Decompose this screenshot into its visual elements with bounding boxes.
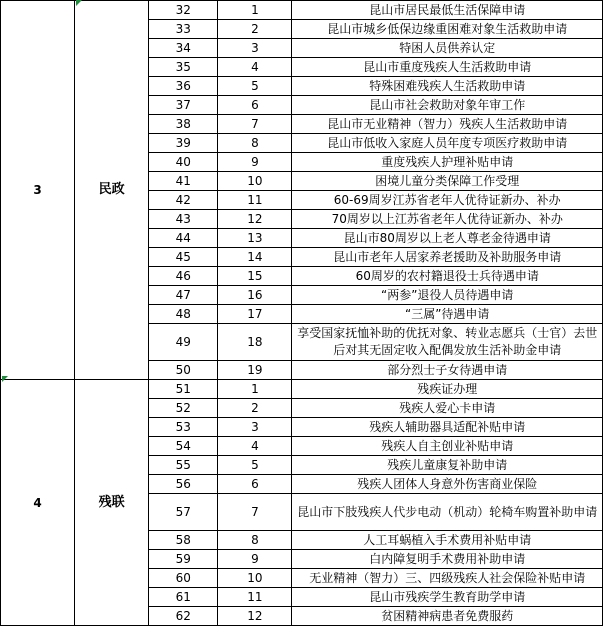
section-index-cell[interactable]: 12 [218,607,292,626]
section-index-cell[interactable]: 8 [218,531,292,550]
service-name-cell[interactable]: 昆山市居民最低生活保障申请 [292,1,603,20]
service-name-cell[interactable]: 昆山市80周岁以上老人尊老金待遇申请 [292,229,603,248]
service-name-cell[interactable]: 昆山市重度残疾人生活救助申请 [292,58,603,77]
service-name-cell[interactable]: 昆山市低收入家庭人员年度专项医疗救助申请 [292,134,603,153]
section-number-cell[interactable]: 4 [1,380,75,626]
service-name-cell[interactable]: “三属”待遇申请 [292,305,603,324]
service-name-cell[interactable]: 特殊困难残疾人生活救助申请 [292,77,603,96]
overall-index-cell[interactable]: 56 [149,475,218,494]
overall-index-cell[interactable]: 60 [149,569,218,588]
overall-index-cell[interactable]: 46 [149,267,218,286]
service-name-cell[interactable]: “两参”退役人员待遇申请 [292,286,603,305]
overall-index-cell[interactable]: 48 [149,305,218,324]
service-name-cell[interactable]: 昆山市城乡低保边缘重困难对象生活救助申请 [292,20,603,39]
service-name-cell[interactable]: 困境儿童分类保障工作受理 [292,172,603,191]
section-index-cell[interactable]: 16 [218,286,292,305]
overall-index-cell[interactable]: 38 [149,115,218,134]
overall-index-cell[interactable]: 32 [149,1,218,20]
overall-index-cell[interactable]: 35 [149,58,218,77]
service-name-cell[interactable]: 残疾人团体人身意外伤害商业保险 [292,475,603,494]
section-index-cell[interactable]: 10 [218,172,292,191]
overall-index-cell[interactable]: 40 [149,153,218,172]
service-name-cell[interactable]: 残疾人辅助器具适配补贴申请 [292,418,603,437]
overall-index-cell[interactable]: 54 [149,437,218,456]
section-index-cell[interactable]: 10 [218,569,292,588]
section-index-cell[interactable]: 7 [218,115,292,134]
section-index-cell[interactable]: 7 [218,494,292,531]
service-name-cell[interactable]: 残疾人爱心卡申请 [292,399,603,418]
section-index-cell[interactable]: 1 [218,1,292,20]
overall-index-cell[interactable]: 57 [149,494,218,531]
section-index-cell[interactable]: 17 [218,305,292,324]
table-body [1,1,603,626]
section-index-cell[interactable]: 8 [218,134,292,153]
section-index-cell[interactable]: 13 [218,229,292,248]
service-name-cell[interactable]: 特困人员供养认定 [292,39,603,58]
section-index-cell[interactable]: 5 [218,456,292,475]
service-name-cell[interactable]: 残疾证办理 [292,380,603,399]
service-name-cell[interactable]: 70周岁以上江苏省老年人优待证新办、补办 [292,210,603,229]
section-number-cell[interactable]: 3 [1,1,75,380]
section-index-cell[interactable]: 2 [218,20,292,39]
section-index-cell[interactable]: 9 [218,550,292,569]
service-name-cell[interactable]: 人工耳蜗植入手术费用补贴申请 [292,531,603,550]
overall-index-cell[interactable]: 50 [149,361,218,380]
service-name-cell[interactable]: 昆山市下肢残疾人代步电动（机动）轮椅车购置补助申请 [292,494,603,531]
section-index-cell[interactable]: 3 [218,39,292,58]
service-name-cell[interactable]: 重度残疾人护理补贴申请 [292,153,603,172]
section-index-cell[interactable]: 18 [218,324,292,361]
table-row [1,1,603,20]
section-index-cell[interactable]: 2 [218,399,292,418]
service-name-cell[interactable]: 享受国家抚恤补助的优抚对象、转业志愿兵（士官）去世后对其无固定收入配偶发放生活补助金申请 [292,324,603,361]
overall-index-cell[interactable]: 55 [149,456,218,475]
overall-index-cell[interactable]: 53 [149,418,218,437]
section-index-cell[interactable]: 6 [218,96,292,115]
section-index-cell[interactable]: 6 [218,475,292,494]
overall-index-cell[interactable]: 36 [149,77,218,96]
section-index-cell[interactable]: 4 [218,437,292,456]
section-index-cell[interactable]: 14 [218,248,292,267]
overall-index-cell[interactable]: 42 [149,191,218,210]
overall-index-cell[interactable]: 34 [149,39,218,58]
service-name-cell[interactable]: 昆山市残疾学生教育助学申请 [292,588,603,607]
overall-index-cell[interactable]: 43 [149,210,218,229]
overall-index-cell[interactable]: 47 [149,286,218,305]
department-cell[interactable]: 残联 [75,380,149,626]
service-name-cell[interactable]: 部分烈士子女待遇申请 [292,361,603,380]
service-name-cell[interactable]: 白内障复明手术费用补助申请 [292,550,603,569]
overall-index-cell[interactable]: 59 [149,550,218,569]
section-index-cell[interactable]: 1 [218,380,292,399]
cell-comment-marker [2,376,8,382]
section-index-cell[interactable]: 3 [218,418,292,437]
service-name-cell[interactable]: 无业精神（智力）三、四级残疾人社会保险补贴申请 [292,569,603,588]
section-index-cell[interactable]: 5 [218,77,292,96]
section-index-cell[interactable]: 11 [218,588,292,607]
overall-index-cell[interactable]: 45 [149,248,218,267]
service-name-cell[interactable]: 60-69周岁江苏省老年人优待证新办、补办 [292,191,603,210]
overall-index-cell[interactable]: 33 [149,20,218,39]
service-name-cell[interactable]: 贫困精神病患者免费服药 [292,607,603,626]
table-row [1,380,603,399]
service-name-cell[interactable]: 残疾儿童康复补助申请 [292,456,603,475]
overall-index-cell[interactable]: 37 [149,96,218,115]
section-index-cell[interactable]: 9 [218,153,292,172]
overall-index-cell[interactable]: 58 [149,531,218,550]
service-name-cell[interactable]: 昆山市无业精神（智力）残疾人生活救助申请 [292,115,603,134]
service-name-cell[interactable]: 昆山市老年人居家养老援助及补助服务申请 [292,248,603,267]
service-name-cell[interactable]: 残疾人自主创业补贴申请 [292,437,603,456]
cell-comment-marker [76,0,82,6]
overall-index-cell[interactable]: 61 [149,588,218,607]
service-name-cell[interactable]: 昆山市社会救助对象年审工作 [292,96,603,115]
section-index-cell[interactable]: 19 [218,361,292,380]
section-index-cell[interactable]: 15 [218,267,292,286]
service-name-cell[interactable]: 60周岁的农村籍退役士兵待遇申请 [292,267,603,286]
overall-index-cell[interactable]: 51 [149,380,218,399]
section-index-cell[interactable]: 12 [218,210,292,229]
overall-index-cell[interactable]: 52 [149,399,218,418]
section-index-cell[interactable]: 4 [218,58,292,77]
overall-index-cell[interactable]: 41 [149,172,218,191]
overall-index-cell[interactable]: 49 [149,324,218,361]
department-cell[interactable]: 民政 [75,1,149,380]
section-index-cell[interactable]: 11 [218,191,292,210]
overall-index-cell[interactable]: 39 [149,134,218,153]
overall-index-cell[interactable]: 62 [149,607,218,626]
overall-index-cell[interactable]: 44 [149,229,218,248]
